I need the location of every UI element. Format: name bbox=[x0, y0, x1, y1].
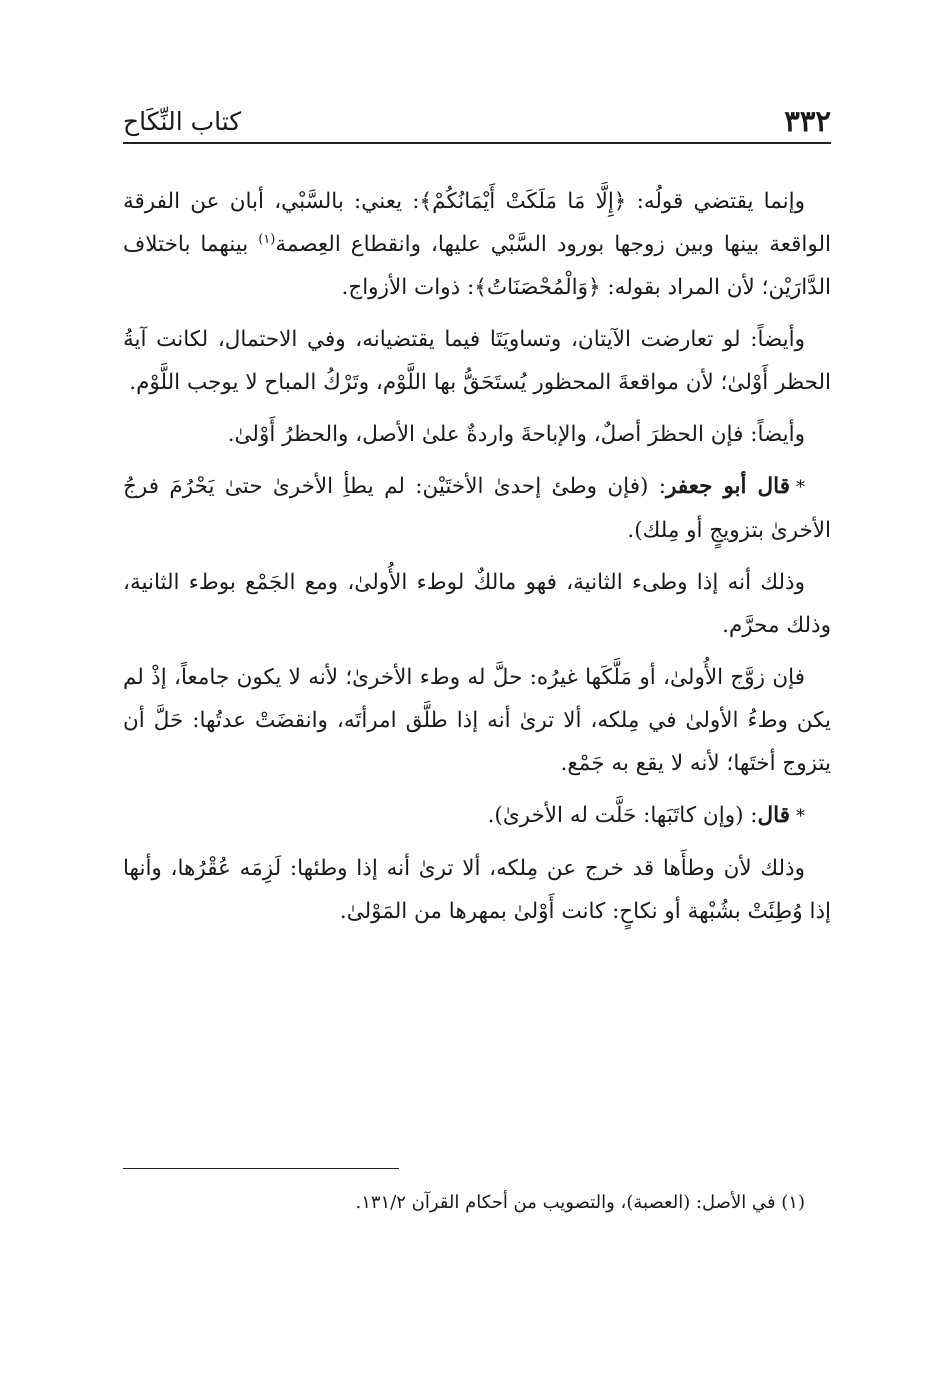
footnote-rule bbox=[123, 1168, 399, 1169]
asterisk-marker: * bbox=[796, 806, 805, 827]
paragraph-5: وذلك أنه إذا وطىء الثانية، فهو مالكٌ لوطء الأُولىٰ، ومع الجَمْع بوطء الثانية، وذلك محرَّم. bbox=[123, 570, 831, 638]
speaker-label: قال bbox=[757, 803, 790, 828]
main-text bbox=[123, 180, 831, 942]
page-number: ٣٣٢ bbox=[784, 104, 831, 138]
book-page bbox=[123, 0, 831, 1381]
book-title: كتاب النِّكَاح bbox=[123, 107, 242, 136]
paragraph-4: *قال أبو جعفر: (فإن وطئ إحدىٰ الأختَيْن: لم يطأِ الأخرىٰ حتىٰ يَحْرُمَ فرجُ الأخرىٰ بتزويجٍ أو مِلك). bbox=[123, 474, 831, 543]
running-header bbox=[123, 92, 831, 142]
paragraph-7: *قال: (وإن كاتَبَها: حَلَّت له الأخرىٰ). bbox=[487, 803, 805, 828]
paragraph-2: وأيضاً: لو تعارضت الآيتان، وتساويَتَا فيما يقتضيانه، وفي الاحتمال، لكانت آيةُ الحظر أَوْلىٰ؛ لأن مواقعةَ المحظور يُستَحَقُّ بها اللَّوْم، وتَرْكُ المباح لا يوجب اللَّوْم. bbox=[123, 327, 831, 395]
speaker-label: قال أبو جعفر bbox=[666, 474, 791, 499]
paragraph-8: وذلك لأن وطأَها قد خرج عن مِلكه، ألا ترىٰ أنه إذا وطئها: لَزِمَه عُقْرُها، وأنها إذا وُطِئَتْ بشُبْهة أو نكاحٍ: كانت أَوْلىٰ بمهرها من المَوْلىٰ. bbox=[123, 856, 831, 924]
asterisk-marker: * bbox=[796, 477, 806, 498]
paragraph-1: وإنما يقتضي قولُه: ﴿إِلَّا مَا مَلَكَتْ أَيْمَانُكُمْ﴾: يعني: بالسَّبْي، أبان عن الفرقة الواقعة بينها وبين زوجها بورود السَّبْي عليها، وانقطاع العِصمة$^{(١)}$ بينهما باختلاف الدَّارَيْن؛ لأن المراد بقوله: ﴿وَالْمُحْصَنَاتُ﴾: ذوات الأزواج. bbox=[123, 189, 831, 300]
paragraph-6: فإن زوَّج الأُولىٰ، أو مَلَّكَها غيرُه: حلَّ له وطء الأخرىٰ؛ لأنه لا يكون جامعاً، إذْ لم يكن وطءُ الأولىٰ في مِلكه، ألا ترىٰ أنه إذا طلَّق امرأتَه، وانقضَتْ عدتُها: حَلَّ أن يتزوج أختَها؛ لأنه لا يقع به جَمْع. bbox=[123, 665, 831, 776]
paragraph-3: وأيضاً: فإن الحظرَ أصلٌ، والإباحةَ واردةٌ علىٰ الأصل، والحظرُ أَوْلىٰ. bbox=[227, 422, 805, 447]
footnote-reference: (١) bbox=[258, 231, 276, 247]
header-rule bbox=[123, 142, 831, 144]
footnote: (١) في الأصل: (العصبة)، والتصويب من أحكام القرآن ١٣١/٢. bbox=[355, 1192, 805, 1213]
